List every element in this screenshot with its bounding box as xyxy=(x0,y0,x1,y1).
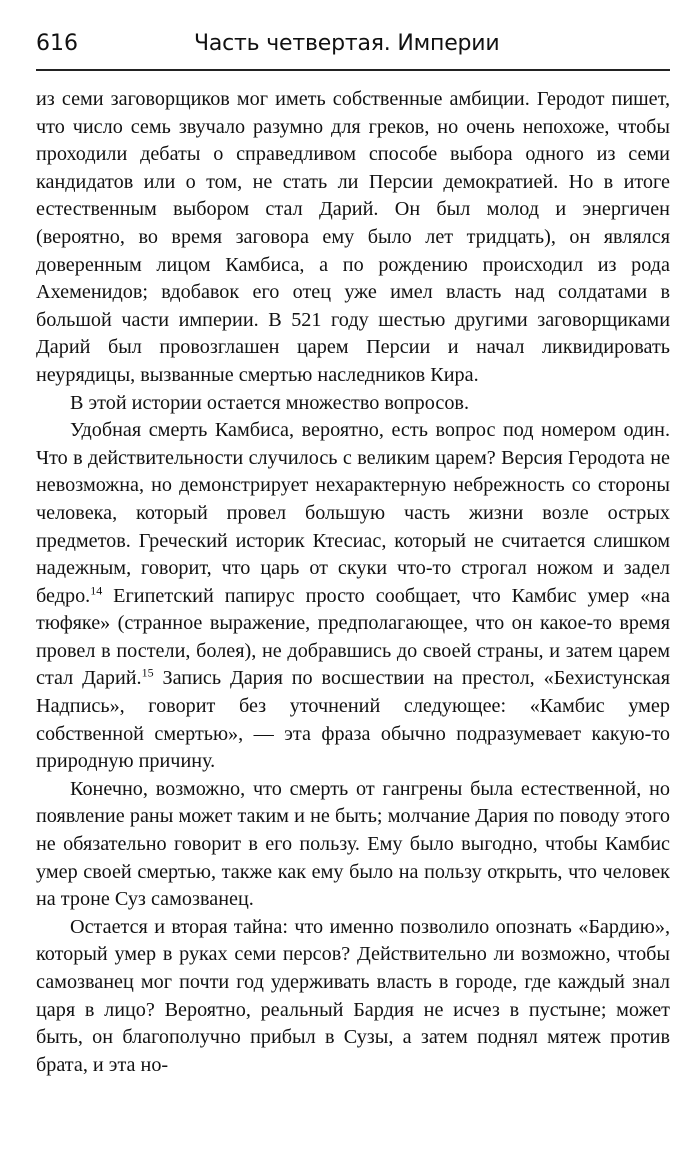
footnote-marker: 14 xyxy=(90,582,103,597)
paragraph xyxy=(36,914,670,1080)
paragraph-text: Египетский папирус просто сообщает, что Камбис умер «на тюфяке» (странное выражение, предполагающее, что он какое-то время провел в постели, болея), не добравшись до своей страны, и затем царем стал Дарий. xyxy=(36,584,670,690)
paragraph-text: из семи заговорщиков мог иметь собственные амбиции. Геродот пишет, что число семь звучало разумно для греков, но очень непохоже, чтобы проходили дебаты о справедливом способе выбора одного из семи кандидатов или о том, не стать ли Персии демократией. Но в итоге естественным выбором стал Дарий. Он был молод и энергичен (вероятно, во время заговора ему было лет тридцать), он являлся доверенным лицом Камбиса, а по рождению происходил из рода Ахеменидов; вдобавок его отец уже имел власть над солдатами в большой части империи. В 521 году шестью другими заговорщиками Дарий был провозглашен царем Персии и начал ликвидировать неурядицы, вызванные смертью наследников Кира. xyxy=(36,88,670,386)
paragraph xyxy=(36,390,670,418)
page-number: 616 xyxy=(36,31,78,56)
paragraph-text: Удобная смерть Камбиса, вероятно, есть вопрос под номером один. Что в действительности случилось с великим царем? Версия Геродота не невозможна, но демонстрирует нехарактерную небрежность со стороны человека, который провел большую часть жизни возле острых предметов. Греческий историк Ктесиас, который не считается слишком надежным, говорит, что царь от скуки что-то строгал ножом и задел бедро. xyxy=(36,419,670,607)
body-text xyxy=(36,86,670,1079)
footnote-marker: 15 xyxy=(141,665,154,680)
paragraph-text: Запись Дария по восшествии на престол, «Бехистунская Надпись», говорит без уточнений следующее: «Камбис умер собственной смертью», — эта фраза обычно подразумевает какую-то природную причину. xyxy=(36,667,670,773)
paragraph-text: В этой истории остается множество вопросов. xyxy=(70,391,469,414)
running-title: Часть четвертая. Империи xyxy=(194,31,500,56)
page-header xyxy=(36,26,668,62)
paragraph-text: Конечно, возможно, что смерть от гангрены была естественной, но появление раны может таким и не быть; молчание Дария по поводу этого не обязательно говорит в его пользу. Ему было выгодно, чтобы Камбис умер своей смертью, также как ему было на пользу открыть, что человек на троне Суз самозванец. xyxy=(36,777,670,911)
paragraph-text: Остается и вторая тайна: что именно позволило опознать «Бардию», который умер в руках семи персов? Действительно ли возможно, чтобы самозванец мог почти год удерживать власть в городе, где каждый знал царя в лицо? Вероятно, реальный Бардия не исчез в пустыне; может быть, он благополучно прибыл в Сузы, а затем поднял мятеж против брата, и эта но- xyxy=(36,915,670,1076)
paragraph xyxy=(36,86,670,390)
header-rule xyxy=(36,69,670,71)
paragraph xyxy=(36,417,670,776)
paragraph xyxy=(36,776,670,914)
